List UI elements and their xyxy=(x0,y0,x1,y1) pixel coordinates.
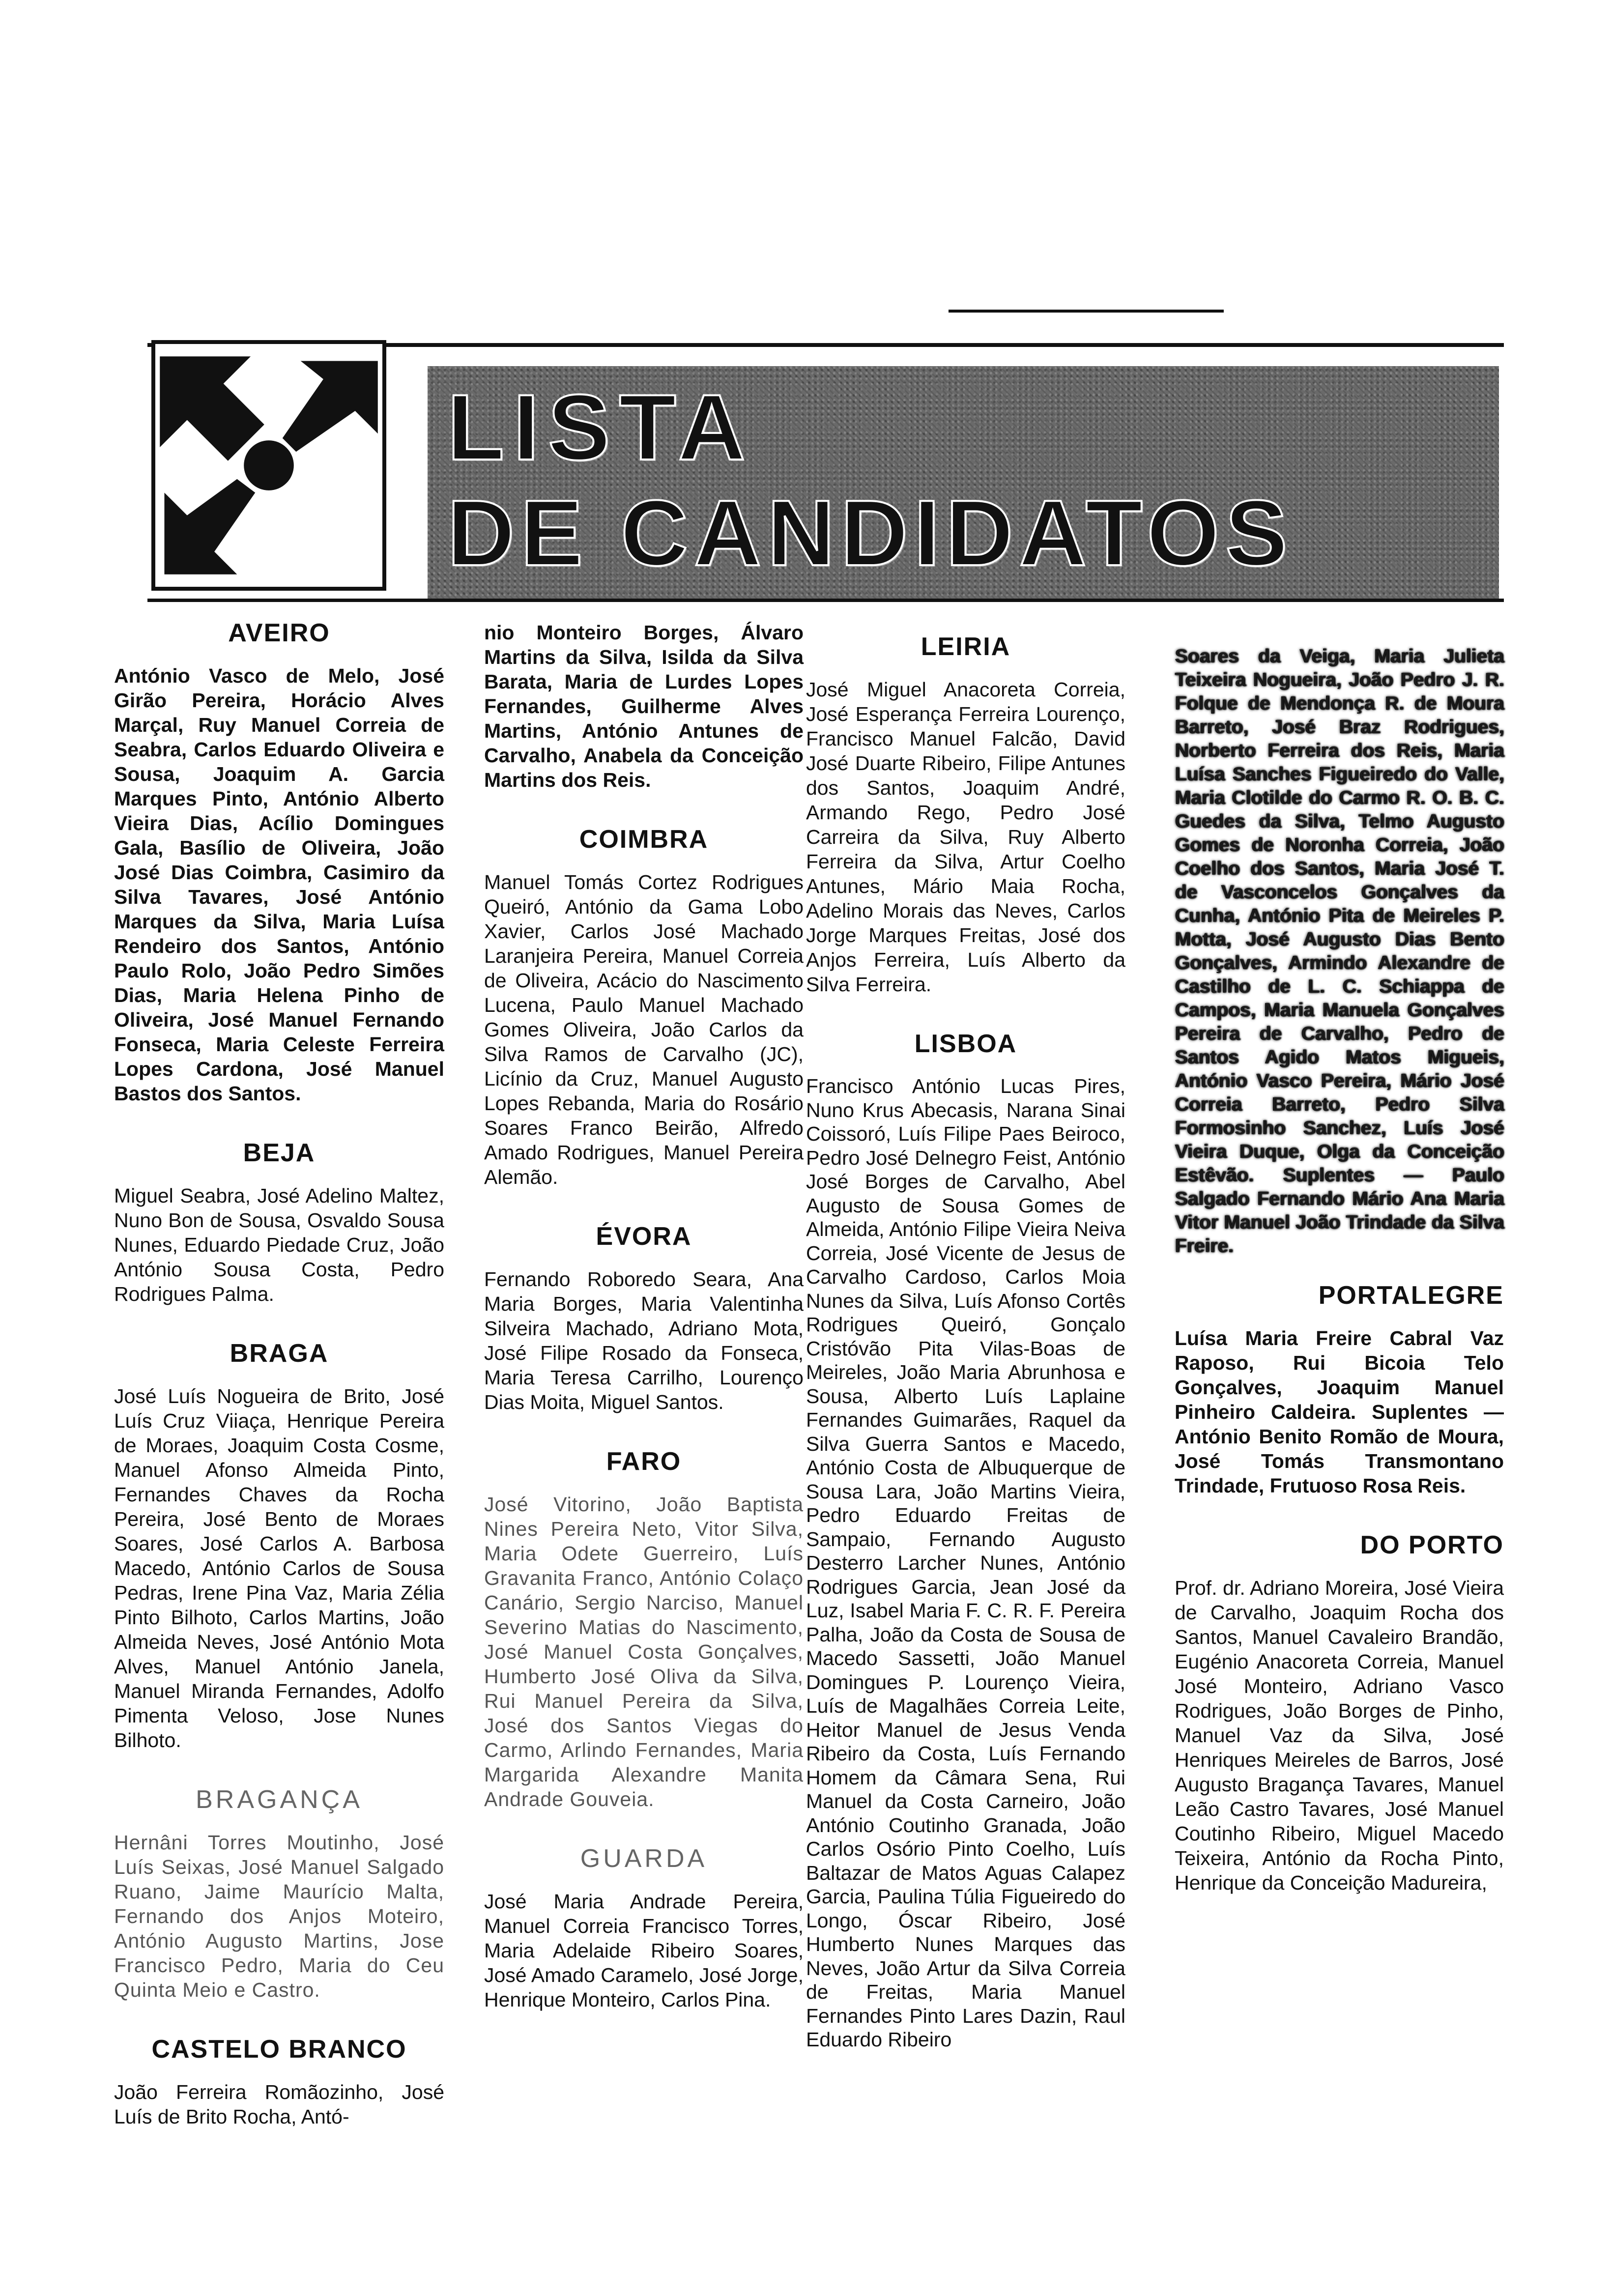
candidates-faro: José Vitorino, João Baptista Nines Pereira Neto, Vitor Silva, Maria Odete Guerreiro, Luís Gravanita Franco, António Colaço Canário, Sergio Narciso, Manuel Severino Matias do Nascimento, José Manuel Costa Gonçalves, Humberto José Oliva da Silva, Rui Manuel Pereira da Silva, José dos Santos Viegas do Carmo, Arlindo Fernandes, Maria Margarida Alexandre Manita Andrade Gouveia. xyxy=(484,1493,804,1810)
candidates-castelo-branco-cont: nio Monteiro Borges, Álvaro Martins da Silva, Isilda da Silva Barata, Maria de Lurdes Lopes Fernandes, Guilherme Alves Martins, António Antunes de Carvalho, Anabela da Conceição Martins dos Reis. xyxy=(484,621,804,791)
district-heading-lisboa: LISBOA xyxy=(914,1030,1017,1058)
district-heading-braga: BRAGA xyxy=(230,1339,329,1368)
district-heading-guarda: GUARDA xyxy=(580,1844,708,1873)
candidates-castelo-branco: João Ferreira Romãozinho, José Luís de Brito Rocha, Antó- xyxy=(114,2081,444,2128)
candidates-braganca: Hernâni Torres Moutinho, José Luís Seixas, José Manuel Salgado Ruano, Jaime Maurício Malta, Fernando dos Anjos Moteiro, António Augusto Martins, Jose Francisco Pedro, Maria do Ceu Quinta Meio e Castro. xyxy=(114,1831,444,2001)
banner-title-line2: DE CANDIDATOS xyxy=(447,481,1294,585)
candidates-portalegre: Luísa Maria Freire Cabral Vaz Raposo, Rui Bicoia Telo Gonçalves, Joaquim Manuel Pinheiro Caldeira. Suplentes — António Benito Romão de Moura, José Tomás Transmontano Trindade, Frutuoso Rosa Reis. xyxy=(1175,1327,1504,1497)
candidates-lisboa-cont: Soares da Veiga, Maria Julieta Teixeira Nogueira, João Pedro J. R. Folque de Mendonça R. de Moura Barreto, José Braz Rodrigues, Norberto Ferreira dos Reis, Maria Luísa Sanches Figueiredo do Valle, Maria Clotilde do Carmo R. O. B. C. Guedes da Silva, Telmo Augusto Gomes de Noronha Correia, João Coelho dos Santos, Maria José T. de Vasconcelos Gonçalves da Cunha, António Pita de Meireles P. Motta, José Augusto Dias Bento Gonçalves, Armindo Alexandre de Castilho de L. C. Schiappa de Campos, Maria Manuela Gonçalves Pereira de Carvalho, Pedro de Santos Agido Matos Migueis, António Vasco Pereira, Mário José Correia Barreto, Pedro Silva Formosinho Sanchez, Luís José Vieira Duque, Olga da Conceição Estêvão. Suplentes — Paulo Salgado Fernando Mário Ana Maria Vitor Manuel João Trindade da Silva Freire. xyxy=(1175,646,1504,1257)
candidates-lisboa: Francisco António Lucas Pires, Nuno Krus Abecasis, Narana Sinai Coissoró, Luís Filipe Paes Beiroco, Pedro José Delnegro Feist, António José Borges de Carvalho, Abel Augusto de Sousa Gomes de Almeida, António Filipe Vieira Neiva Correia, José Vicente de Jesus de Carvalho Cardoso, Carlos Moia Nunes da Silva, Luís Afonso Cortês Rodrigues Queiró, Gonçalo Cristóvão Pita Vilas-Boas de Meireles, João Maria Abrunhosa e Sousa, Alberto Luís Laplaine Fernandes Guimarães, Raquel da Silva Guerra Santos e Macedo, António Costa de Albuquerque de Sousa Lara, João Martins Vieira, Pedro Eduardo Freitas de Sampaio, Fernando Augusto Desterro Larcher Nunes, António Rodrigues Garcia, Jean José da Luz, Isabel Maria F. C. R. F. Pereira Palha, João da Costa de Sousa de Macedo Sassetti, João Manuel Domingues P. Lourenço Vieira, Luís de Magalhães Correia Leite, Heitor Manuel de Jesus Venda Ribeiro da Costa, Luís Fernando Homem da Câmara Sena, Rui Manuel da Costa Carneiro, João António Coutinho Granada, João Carlos Osório Pinto Coelho, Luís Baltazar de Matos Aguas Calapez Garcia, Paulina Túlia Figueiredo do Longo, Óscar Ribeiro, José Humberto Nunes Marques das Neves, João Artur da Silva Correia de Freitas, Maria Manuel Fernandes Pinto Lares Dazin, Raul Eduardo Ribeiro xyxy=(806,1075,1125,2051)
district-heading-braganca: BRAGANÇA xyxy=(196,1785,363,1814)
column-3 xyxy=(806,634,1125,2086)
candidates-evora: Fernando Roboredo Seara, Ana Maria Borges, Maria Valentinha Silveira Machado, Adriano Mota, José Filipe Rosado da Fonseca, Maria Teresa Carrilho, Lourenço Dias Moita, Miguel Santos. xyxy=(484,1268,804,1413)
header-rule-bottom xyxy=(147,599,1504,602)
candidates-guarda: José Maria Andrade Pereira, Manuel Correia Francisco Torres, Maria Adelaide Ribeiro Soares, José Amado Caramelo, José Jorge, Henrique Monteiro, Carlos Pina. xyxy=(484,1890,804,2011)
column-4 xyxy=(1175,645,1504,1929)
candidates-porto: Prof. dr. Adriano Moreira, José Vieira de Carvalho, Joaquim Rocha dos Santos, Manuel Cavaleiro Brandão, Eugénio Anacoreta Correia, Manuel José Monteiro, Adriano Vasco Rodrigues, João Borges de Pinho, Manuel Vaz da Silva, José Henriques Meireles de Barros, José Augusto Bragança Tavares, Manuel Leão Castro Tavares, José Manuel Coutinho Ribeiro, Miguel Macedo Teixeira, António da Rocha Pinto, Henrique da Conceição Madureira, xyxy=(1175,1577,1504,1894)
candidates-braga: José Luís Nogueira de Brito, José Luís Cruz Viiaça, Henrique Pereira de Moraes, Joaquim Costa Cosme, Manuel Afonso Almeida Pinto, Fernandes Chaves da Rocha Pereira, José Bento de Moraes Soares, José Carlos A. Barbosa Macedo, António Carlos de Sousa Pedras, Irene Pina Vaz, Maria Zélia Pinto Bilhoto, Carlos Martins, João Almeida Neves, José António Mota Alves, Manuel António Janela, Manuel Miranda Fernandes, Adolfo Pimenta Veloso, Jose Nunes Bilhoto. xyxy=(114,1385,444,1751)
district-heading-castelo-branco: CASTELO BRANCO xyxy=(151,2035,407,2064)
column-1 xyxy=(114,620,444,2163)
district-heading-porto: DO PORTO xyxy=(1360,1531,1504,1559)
district-heading-aveiro: AVEIRO xyxy=(228,619,330,647)
district-heading-faro: FARO xyxy=(606,1447,682,1476)
title-banner xyxy=(428,366,1499,602)
candidates-coimbra: Manuel Tomás Cortez Rodrigues Queiró, António da Gama Lobo Xavier, Carlos José Machado Laranjeira Pereira, Manuel Correia de Oliveira, Acácio do Nascimento Lucena, Paulo Manuel Machado Gomes Oliveira, João Carlos da Silva Ramos de Carvalho (JC), Licínio da Cruz, Manuel Augusto Lopes Rebanda, Maria do Rosário Soares Franco Beirão, Alfredo Amado Rodrigues, Manuel Pereira Alemão. xyxy=(484,871,804,1188)
arrows-logo-icon xyxy=(155,344,382,587)
candidates-beja: Miguel Seabra, José Adelino Maltez, Nuno Bon de Sousa, Osvaldo Sousa Nunes, Eduardo Piedade Cruz, João António Sousa Costa, Pedro Rodrigues Palma. xyxy=(114,1184,444,1305)
district-heading-leiria: LEIRIA xyxy=(921,632,1011,661)
district-heading-coimbra: COIMBRA xyxy=(579,825,709,854)
district-heading-beja: BEJA xyxy=(243,1139,316,1167)
header-rule-short xyxy=(949,310,1224,313)
candidates-aveiro: António Vasco de Melo, José Girão Pereira, Horácio Alves Marçal, Ruy Manuel Correia de Seabra, Carlos Eduardo Oliveira e Sousa, Joaquim A. Garcia Marques Pinto, António Alberto Vieira Dias, Acílio Domingues Gala, Basílio de Oliveira, João José Dias Coimbra, Casimiro da Silva Tavares, José António Marques da Silva, Maria Luísa Rendeiro dos Santos, António Paulo Rolo, João Pedro Simões Dias, Maria Helena Pinho de Oliveira, José Manuel Fernando Fonseca, Maria Celeste Ferreira Lopes Cardona, José Manuel Bastos dos Santos. xyxy=(114,664,444,1105)
district-heading-portalegre: PORTALEGRE xyxy=(1318,1281,1504,1310)
arrows-logo xyxy=(151,340,386,591)
district-heading-evora: ÉVORA xyxy=(596,1222,692,1251)
candidates-leiria: José Miguel Anacoreta Correia, José Esperança Ferreira Lourenço, Francisco Manuel Falcão, David José Duarte Ribeiro, Filipe Antunes dos Santos, Joaquim André, Armando Rego, Pedro José Carreira da Silva, Ruy Alberto Ferreira da Silva, Artur Coelho Antunes, Mário Maia Rocha, Adelino Morais das Neves, Carlos Jorge Marques Freitas, José dos Anjos Ferreira, Luís Alberto da Silva Ferreira. xyxy=(806,678,1125,996)
column-2 xyxy=(484,620,804,2046)
banner-title-line1: LISTA xyxy=(447,375,754,480)
